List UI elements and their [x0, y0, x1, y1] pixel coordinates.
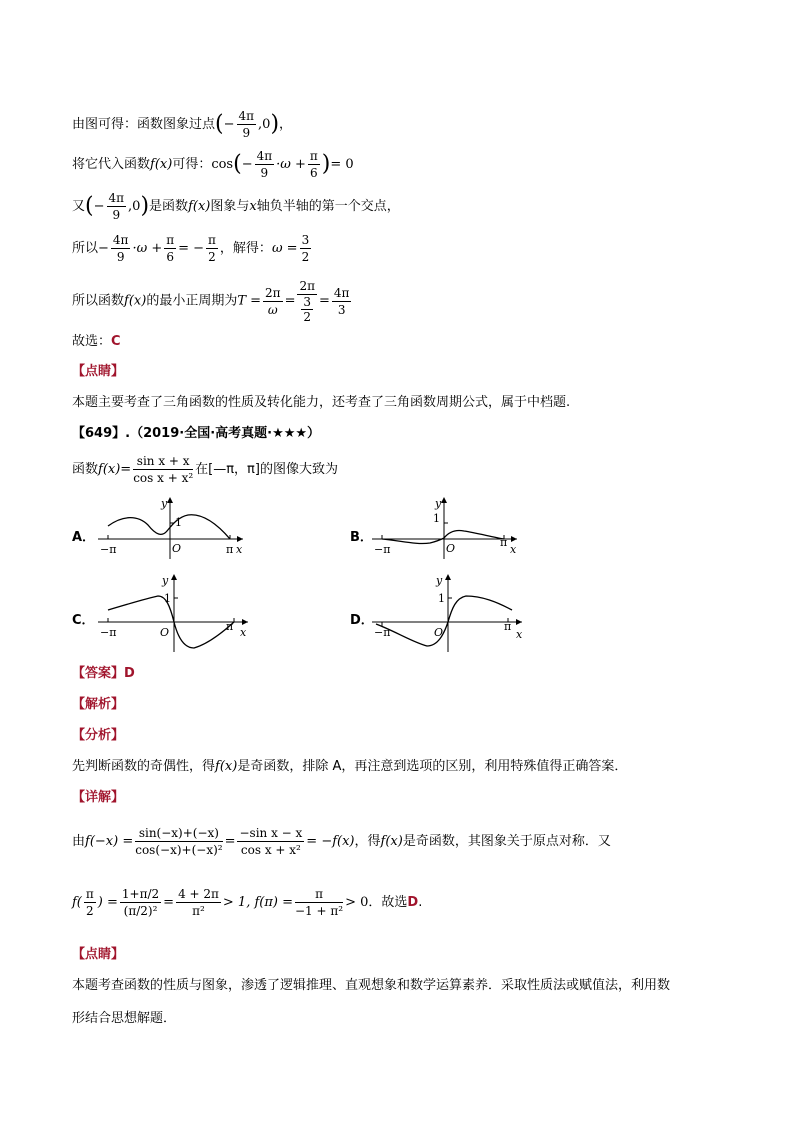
svg-text:O: O — [172, 542, 182, 555]
svg-text:1: 1 — [438, 592, 445, 605]
answer-line: 【答案】D — [72, 666, 135, 681]
question-stem: 函数f(x)= $\frac{\text{sin x + x}}{\text{cos x + x²}}$ 在[—π，π]的图像大致为 — [72, 454, 338, 485]
dianjing-text: 本题主要考查了三角函数的性质及转化能力，还考查了三角函数周期公式，属于中档题. — [72, 395, 571, 410]
minus: − — [223, 117, 235, 132]
svg-text:π: π — [226, 620, 234, 633]
section-label-xiangjie: 【详解】 — [72, 790, 125, 805]
svg-text:O: O — [434, 626, 444, 639]
line-6: 故选：C — [72, 334, 121, 349]
svg-text:y: y — [435, 497, 442, 510]
fraction: $\frac{4\pi}{9}$ — [238, 109, 255, 140]
svg-text:x: x — [510, 543, 517, 556]
svg-text:x: x — [240, 626, 247, 639]
question-header: 【649】.（2019·全国·高考真题·★★★） — [72, 426, 321, 441]
option-c-graph[interactable] — [98, 572, 258, 654]
fenxi-text: 先判断函数的奇偶性，得f(x)是奇函数，排除 A，再注意到选项的区别，利用特殊值得正确答案． — [72, 759, 628, 774]
line-3: 又(− $\frac{4\pi}{9}$ ,0)是函数f(x)图象与x轴负半轴的第一个交点， — [72, 191, 400, 222]
svg-text:y: y — [161, 497, 168, 510]
svg-text:−π: −π — [100, 626, 117, 639]
section-label-dianjing-2: 【点睛】 — [72, 947, 125, 962]
svg-text:y: y — [436, 574, 443, 587]
svg-text:π: π — [500, 536, 508, 549]
option-d-graph[interactable] — [372, 572, 532, 654]
line-1: 由图可得：函数图象过点(− $\frac{4\pi}{9}$ ,0)， — [72, 109, 293, 140]
option-d-label[interactable]: D． — [350, 613, 374, 628]
svg-text:O: O — [446, 542, 456, 555]
line-4: 所以− $\frac{4\pi}{9}$ ·ω + $\frac{\pi}{6}$ = − $\frac{\pi}{2}$ ，解得：ω = $\frac{3}{2}$ — [72, 233, 310, 264]
option-c-label[interactable]: C． — [72, 613, 95, 628]
point-tail: ,0 — [258, 117, 271, 132]
svg-text:O: O — [160, 626, 170, 639]
dianjing-text-1: 本题考查函数的性质与图象，渗透了逻辑推理、直观想象和数学运算素养．采取性质法或赋值法，利用数 — [72, 978, 671, 993]
punct: ， — [279, 117, 293, 132]
text: 由图可得：函数图象过点 — [72, 117, 216, 132]
detail-line-1: 由f(−x) = $\frac{\sin(-x)+(-x)}{\text{cos(−x)+(−x)²}}$ = $\frac{\text{−sin x − x}}{\text{cos x + x²}}$ = −f(x)，得f(x)是奇函数，其图象关于原点对称．又 — [72, 826, 611, 857]
section-label-fenxi: 【分析】 — [72, 728, 125, 743]
svg-text:π: π — [504, 620, 512, 633]
svg-text:1: 1 — [175, 516, 182, 529]
option-b-label[interactable]: B． — [350, 530, 373, 545]
section-label-dianjing: 【点睛】 — [72, 364, 125, 379]
svg-text:−π: −π — [374, 626, 391, 639]
dianjing-text-2: 形结合思想解题． — [72, 1011, 177, 1026]
option-a-graph[interactable] — [98, 495, 248, 560]
svg-text:x: x — [236, 543, 243, 556]
option-a-label[interactable]: A． — [72, 530, 96, 545]
svg-text:x: x — [516, 628, 523, 641]
svg-text:−π: −π — [100, 543, 117, 556]
detail-line-2: f( $\frac{\pi}{2}$ ) = $\frac{1+\pi/2}{\text{(π/2)²}}$ = $\frac{4 + 2\pi}{\text{π²}}$ > 1, f(π) = $\frac{\pi}{\text{−1 + π²}}$ > 0．故选D. — [72, 887, 423, 918]
line-2: 将它代入函数f(x)可得：cos(− $\frac{4\pi}{9}$ ·ω + $\frac{\pi}{6}$ )= 0 — [72, 149, 354, 180]
line-5: 所以函数f(x)的最小正周期为T = $\frac{2\pi}{\omega}$ = 2π 3 2 = $\frac{4\pi}{3}$ — [72, 279, 350, 324]
choice-answer: C — [111, 334, 121, 349]
section-label-jiexi: 【解析】 — [72, 697, 125, 712]
svg-text:1: 1 — [164, 592, 171, 605]
option-b-graph[interactable] — [372, 495, 522, 560]
answer-value: D — [124, 666, 135, 681]
svg-text:1: 1 — [433, 512, 440, 525]
fx: f(x) — [150, 157, 173, 172]
svg-text:y: y — [162, 574, 169, 587]
svg-text:π: π — [226, 543, 234, 556]
svg-text:−π: −π — [374, 543, 391, 556]
